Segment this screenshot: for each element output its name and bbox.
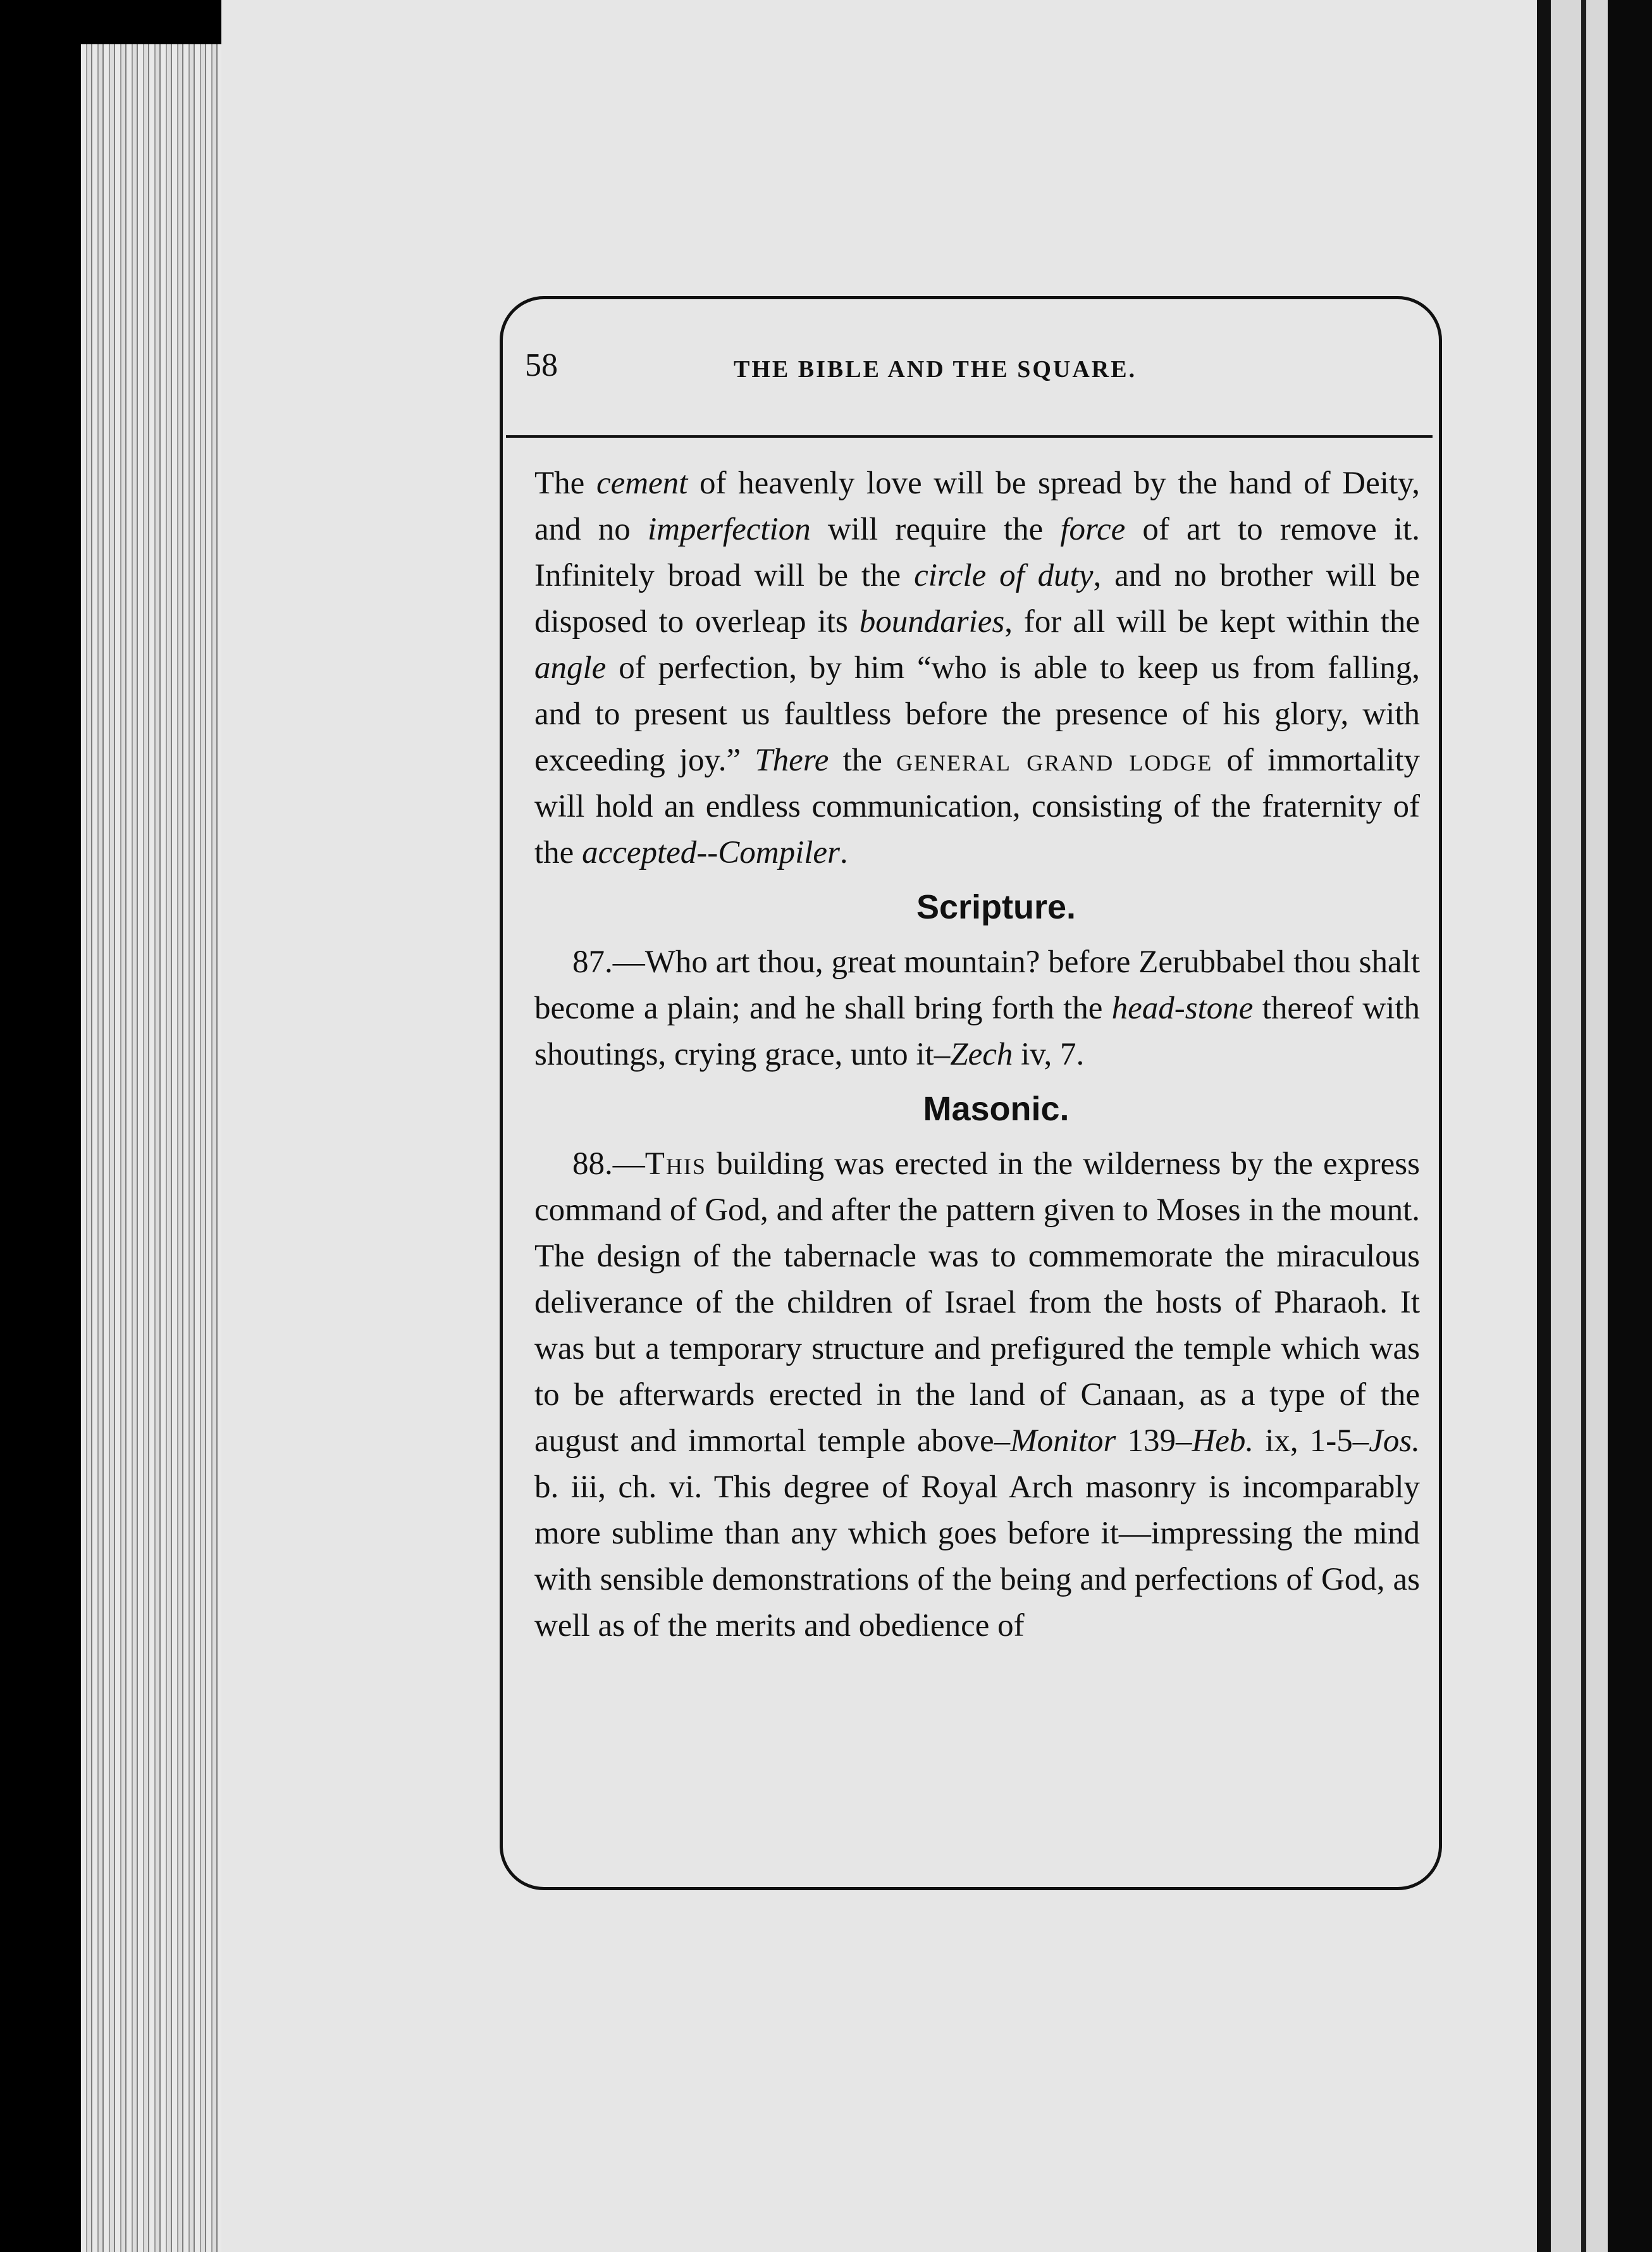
binding-shadow xyxy=(1537,0,1551,2252)
heading-masonic: Masonic. xyxy=(923,1090,1069,1128)
page-number: 58 xyxy=(525,347,558,383)
paragraph-continuation: The cement of heavenly love will be spread by the hand of Deity, and no imperfection will require the force of art to remove it. Infinitely broad will be the circle of duty, and no brother will be disposed to overleap its boundaries, for all will be kept within the angle of perfection, by him “who is able to keep us from falling, and to present us faultless before the presence of his glory, with exceeding joy.” There the general grand lodge of immortality will hold an endless communication, consisting of the fraternity of the accepted--Compiler. xyxy=(534,466,1421,870)
paragraph-88: 88.—This building was erected in the wilderness by the express command of God, and after the pattern given to Moses in the mount. The design of the tabernacle was to commemorate the miraculous deliverance of the children of Israel from the hosts of Pharaoh. It was but a temporary structure and prefigured the temple which was to be afterwards erected in the land of Canaan, as a type of the august and immortal temple above–Monitor 139–Heb. ix, 1-5–Jos. b. iii, ch. vi. This degree of Royal Arch masonry is incomparably more sublime than any which goes before it—impressing the mind with sensible demonstrations of the being and perfections of God, as well as of the merits and obedience of xyxy=(534,1146,1420,1643)
page-stack-edges xyxy=(81,44,226,2252)
running-title: THE BIBLE AND THE SQUARE. xyxy=(734,356,1137,383)
page-header xyxy=(525,347,1410,391)
heading-scripture: Scripture. xyxy=(916,888,1076,926)
header-rule xyxy=(506,435,1433,438)
facing-page-edge xyxy=(1551,0,1608,2252)
scan-border xyxy=(1608,0,1652,2252)
body-text xyxy=(534,461,1420,1649)
facing-page-line xyxy=(1581,0,1586,2252)
paragraph-87: 87.—Who art thou, great mountain? before Zerubbabel thou shalt become a plain; and he shall bring forth the head-stone thereof with shoutings, crying grace, unto it–Zech iv, 7. xyxy=(534,944,1420,1072)
